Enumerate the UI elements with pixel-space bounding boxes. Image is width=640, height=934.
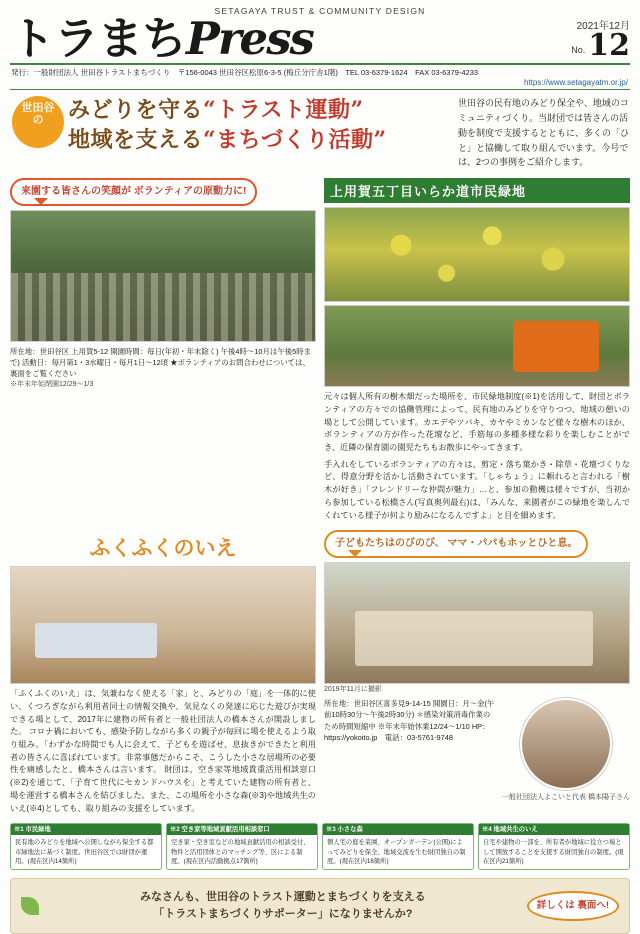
article-1-body: 元々は個人所有の樹木畑だった場所を、市民緑地制度(※1)を活用して、財団とボランティアの方々での協働管理によって、民有地のみどりを守りつつ、地域の憩いの場として公開しています。カエデやツバキ、カヤやミカンなど様々な樹木のほか、ボランティアの方が作った花壇など、手筋毎の多種多様な彩りを楽しむことができ、近隣の保育園の園児たちもお散歩にやってきます。: [324, 392, 630, 453]
headline-line1: みどりを守る: [68, 97, 204, 123]
article-2-right: [324, 530, 630, 815]
lead-headline-area: [10, 96, 450, 170]
footnote-tag: ※3 小さな森: [323, 824, 473, 835]
footer-banner: [10, 878, 630, 934]
leaf-icon: [21, 897, 39, 915]
article-1-meta: 所在地：世田谷区 上用賀5-12 開園時間：毎日(年初・年末除く) 午後4時〜10月は午後5時まで) 活動日：毎月第1・3水曜日・毎月1日〜12頃 ★ボランティアのお問合わせについては、裏面をご覧ください: [10, 346, 311, 378]
avatar: [520, 698, 612, 790]
footnote-text: 空き家・空き室などの地域貢献活用の相談受付、物件と活用団体とのマッチング等、区による制度。(現在区内活動拠点17箇所): [171, 839, 310, 865]
citrus-photo: [324, 207, 630, 302]
footer-message: [39, 889, 527, 923]
issue-no-label: No.: [571, 45, 586, 55]
masthead-title-row: [10, 12, 630, 66]
footnote-tag: ※4 地域共生のいえ: [479, 824, 629, 835]
issue-number: 12: [588, 28, 630, 63]
article-2-callout: 子どもたちはのびのび、 ママ・パパもホッとひと息。: [324, 530, 588, 558]
publication-logo: [10, 12, 313, 66]
article-row-2: [10, 530, 630, 815]
group-photo: [10, 210, 316, 342]
header-divider: [10, 89, 630, 90]
lead-block: [10, 96, 630, 170]
footnote-text: 民有地のみどりを地域へ公開しながら保全する都市緑地法に基づく制度。世田谷区では財団が運用。(現在区内14箇所): [15, 839, 154, 865]
article-1-right: [324, 178, 630, 522]
article-2-photo-caption: 2019年11月に撮影: [324, 685, 382, 693]
article-1-body-2: 手入れをしているボランティアの方々は、剪定・落ち葉かき・除草・花壇づくりなど、得意分野を活かし活動されています。「しゃちょう」に頼れると言われる「樹木が好き」「フレンドリーな仲間が魅力」…と、参加の動機は様々ですが、当初から参加している松橋さん(写真奥列最右)は、「みんな、来園者がこの緑地を楽しんでくれている様子が何より励みになるんですよ」と目を細めます。: [324, 459, 630, 520]
footer-line-2: 「トラストまちづくりサポーター」になりませんか?: [153, 907, 413, 920]
lead-headline: [68, 96, 450, 155]
footnote-item: [322, 823, 474, 870]
more-info-button[interactable]: 詳しくは 裏面へ!: [527, 891, 619, 921]
website-url[interactable]: https://www.setagayatm.or.jp/: [523, 78, 628, 87]
masthead-eyebrow: SETAGAYA TRUST & COMMUNITY DESIGN: [214, 6, 426, 16]
interior-photo: [10, 566, 316, 684]
publisher-row: [10, 65, 630, 78]
person-block: [502, 698, 630, 802]
publisher-info: 発行：一般財団法人 世田谷トラストまちづくり 〒156-0043 世田谷区松原6-3-5 (梅丘分庁舎1階) TEL 03-6379-1624 FAX 03-6379-4233: [11, 68, 479, 77]
headline-quote2: “まちづくり活動”: [203, 126, 387, 153]
issue-date: 2021年12月: [576, 21, 630, 32]
footnote-item: [166, 823, 318, 870]
footnote-text: 個人宅の庭を菜園、オープンガーデン(公開)によってみどりを保全、地域交流を生む財団独自の制度。(現在区内16箇所): [327, 839, 466, 865]
garden-photo: [324, 305, 630, 387]
house-photo: [324, 562, 630, 684]
article-2-left: [10, 530, 316, 815]
article-1-title: 上用賀五丁目いらか道市民緑地: [324, 178, 630, 203]
lead-intro-text: 世田谷の民有地のみどり保全や、地域のコミュニティづくり。当財団では皆さんの活動を制度で支援するとともに、多くの「ひと」と協働して取り組んでいます。今号では、2つの事例をご紹介します。: [458, 98, 630, 168]
article-2-title: ふくふくのいえ: [89, 535, 237, 561]
footnote-tag: ※2 空き家等地域貢献活用相談窓口: [167, 824, 317, 835]
article-2-body: 「ふくふくのいえ」は、気兼ねなく使える「家」と、みどりの「庭」を一体的に使い、くつろぎながら利用者同士の情報交換や、気見なくの発達に応じた遊びが実現できる場として、2017年に建物の所有者と一般社団法人の橋本さんが開設しました。 コロナ禍においても、感染予防しながら多くの親子が毎回に場を使えるよう取り組み。「わずかな時間でも人に会えて、子どもを遊ばせ、息抜きができたと利用者の皆さんに喜ばれています。非常事態だからこそ、こうした小さな居場所の必要性を痛感したと、橋本さんは言います。 財団は、空き家等地域貴重活用相談窓口(※2)を通じて、「子育て世代にセカンドハウスを」と考えていた建物の所有者と、場を運営する橋本さんを結びました。また、この場所を小さな森(※3)や地域共生のいえ(※4)としても、取り組みの支援をしています。: [10, 689, 316, 813]
article-1-meta-right: ※年末年始閉園12/29〜1/3: [10, 381, 94, 389]
logo-japanese: トラまち: [10, 12, 187, 66]
article-1-callout: 来園する皆さんの笑顔が ボランティアの原動力に!: [10, 178, 257, 206]
footer-line-1: みなさんも、世田谷のトラスト運動とまちづくりを支える: [140, 890, 426, 903]
headline-quote1: “トラスト運動”: [203, 97, 364, 123]
footnote-item: [478, 823, 630, 870]
article-2-meta: 所在地：世田谷区喜多見9-14-15 開園日：月〜金(午前10時30分〜午後2時30分) ＊感染対策消毒作業のため時間短縮中 ※年末年始休業12/24〜1/10 HP：https://yokoito.jp 電話：03-5761-9748: [324, 698, 495, 743]
footnote-item: [10, 823, 162, 870]
person-caption: 一般社団法人よこいと代表 橋本陽子さん: [502, 793, 630, 801]
logo-latin: Press: [186, 12, 313, 66]
footnotes: [10, 823, 630, 870]
masthead: [10, 6, 630, 65]
headline-line2: 地域を支える: [68, 126, 204, 153]
lead-badge: 世田谷の: [12, 96, 64, 148]
footnote-tag: ※1 市民緑地: [11, 824, 161, 835]
article-row-1: [10, 178, 630, 522]
article-1-left: [10, 178, 316, 522]
footnote-text: 自宅や建物の一部を、所有者が地域に役立つ場として開放することを支援する財団独自の制度。(現在区内21箇所): [483, 839, 624, 865]
issue-block: [571, 17, 630, 61]
